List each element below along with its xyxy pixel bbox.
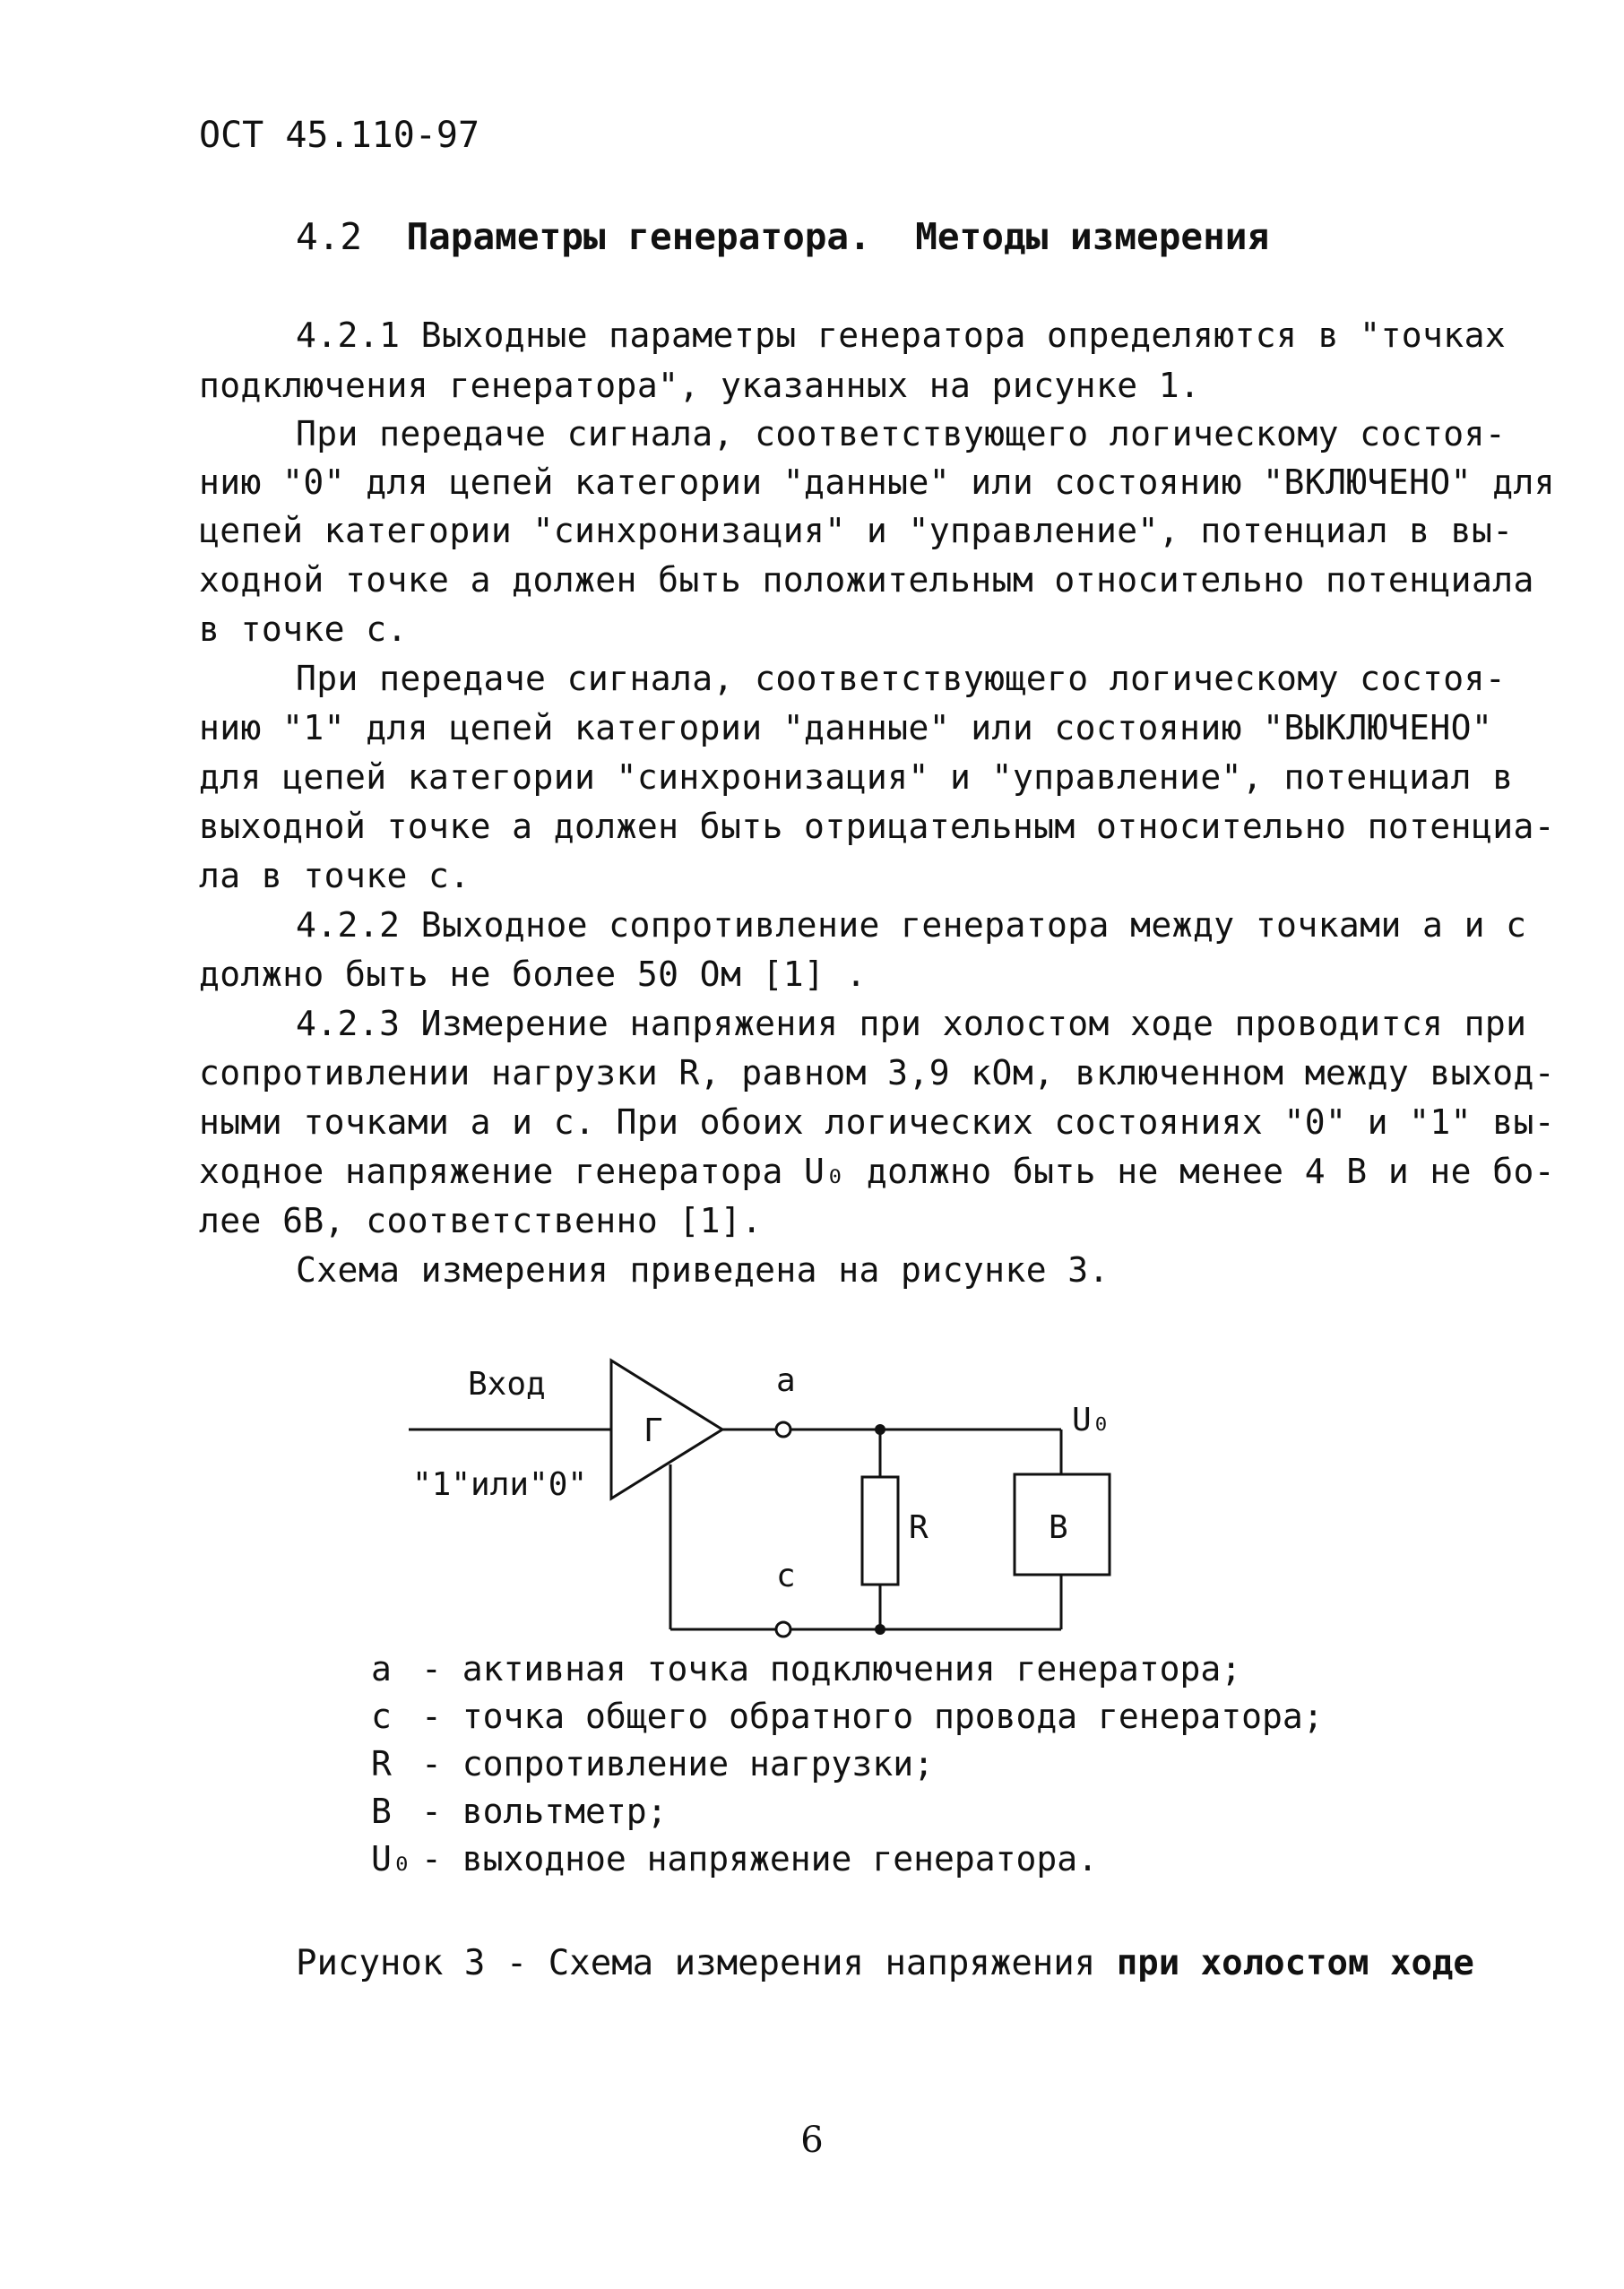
body-line: Схема измерения приведена на рисунке 3. <box>296 1250 1110 1290</box>
input-label: Вход <box>468 1366 546 1403</box>
legend-text: - активная точка подключения генератора; <box>421 1649 1242 1689</box>
body-line: лее 6В, соответственно [1]. <box>199 1201 763 1240</box>
body-line: подключения генератора", указанных на рисунке 1. <box>199 366 1201 405</box>
junction-dot-top <box>875 1424 885 1435</box>
body-line: в точке с. <box>199 609 408 649</box>
section-number: 4.2 <box>296 215 363 258</box>
legend-text: - сопротивление нагрузки; <box>421 1744 934 1784</box>
resistor-symbol <box>862 1477 898 1585</box>
body-line: для цепей категории "синхронизация" и "управление", потенциал в <box>199 757 1514 797</box>
body-line: 4.2.1 Выходные параметры генератора определяются в "точках <box>296 315 1507 355</box>
point-a-label: а <box>776 1362 796 1399</box>
input-value-label: "1"или"0" <box>412 1466 588 1503</box>
legend-key: а <box>371 1649 392 1689</box>
section-title-part1: Параметры генератора. <box>406 215 871 258</box>
document-code: ОСТ 45.110-97 <box>199 115 480 156</box>
terminal-c <box>776 1622 790 1637</box>
body-line: При передаче сигнала, соответствующего логическому состоя- <box>296 414 1507 453</box>
legend-key: с <box>371 1697 392 1736</box>
point-c-label: с <box>776 1558 796 1594</box>
legend-text: - точка общего обратного провода генератора; <box>421 1697 1324 1736</box>
body-line: ла в точке с. <box>199 856 471 895</box>
body-line: нию "0" для цепей категории "данные" или состоянию "ВКЛЮЧЕНО" для <box>199 462 1556 502</box>
body-line: цепей категории "синхронизация" и "управление", потенциал в вы- <box>199 511 1514 550</box>
body-line: нию "1" для цепей категории "данные" или состоянию "ВЫКЛЮЧЕНО" <box>199 708 1493 747</box>
resistor-label: R <box>909 1509 929 1546</box>
body-line: 4.2.2 Выходное сопротивление генератора между точками а и с <box>296 905 1527 945</box>
body-line: ходное напряжение генератора U₀ должно быть не менее 4 В и не бо- <box>199 1152 1556 1191</box>
legend-text: - выходное напряжение генератора. <box>421 1839 1098 1879</box>
body-line: 4.2.3 Измерение напряжения при холостом ходе проводится при <box>296 1004 1527 1043</box>
section-title-part2: Методы измерения <box>915 215 1270 258</box>
terminal-a <box>776 1422 790 1437</box>
caption-part1: Рисунок 3 - Схема измерения напряжения <box>296 1943 1096 1983</box>
output-voltage-label: U₀ <box>1072 1402 1111 1438</box>
body-line: ными точками а и с. При обоих логических состояниях "0" и "1" вы- <box>199 1102 1556 1142</box>
voltmeter-label: В <box>1049 1509 1068 1546</box>
generator-symbol <box>611 1360 722 1499</box>
legend-text: - вольтметр; <box>421 1792 668 1831</box>
legend-key: R <box>371 1744 392 1784</box>
body-line: При передаче сигнала, соответствующего логическому состоя- <box>296 659 1507 698</box>
body-line: сопротивлении нагрузки R, равном 3,9 кОм, включенном между выход- <box>199 1053 1556 1093</box>
body-line: выходной точке а должен быть отрицательным относительно потенциа- <box>199 807 1556 846</box>
figure-caption <box>296 1943 1474 1983</box>
legend-key: В <box>371 1792 392 1831</box>
generator-label: Г <box>644 1412 663 1449</box>
caption-part2: при холостом ходе <box>1116 1943 1474 1983</box>
body-line: должно быть не более 50 Ом [1] . <box>199 954 867 994</box>
body-line: ходной точке а должен быть положительным относительно потенциала <box>199 560 1534 600</box>
junction-dot-bottom <box>875 1624 885 1635</box>
legend-key: U₀ <box>371 1839 412 1879</box>
page-number: 6 <box>800 2120 824 2161</box>
